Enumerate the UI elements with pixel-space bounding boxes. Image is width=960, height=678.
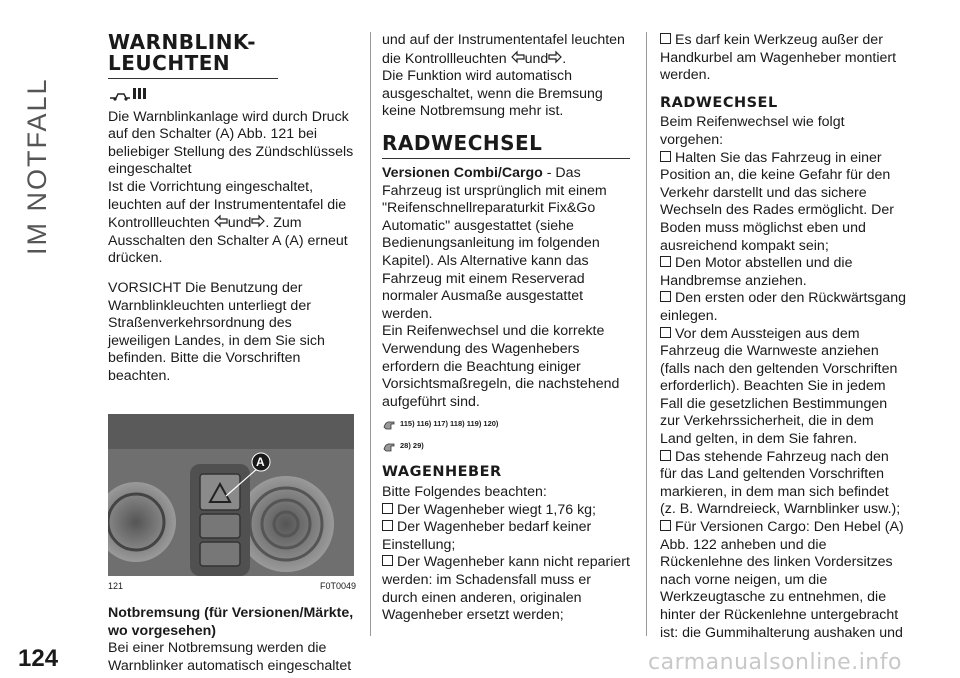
column-divider: [370, 32, 371, 636]
hazard-light-icons: [108, 85, 356, 107]
dashboard-photo: [108, 414, 354, 576]
paragraph: Bitte Folgendes beachten:: [382, 484, 547, 501]
reference-list: 28) 29): [382, 437, 630, 455]
list-item: Den Motor abstellen und die Handbremse anziehen.: [660, 255, 908, 290]
heading-radwechsel: RADWECHSEL: [382, 133, 630, 159]
turn-left-indicator-icon: [511, 50, 525, 64]
figure-code: F0T0049: [319, 580, 356, 591]
turn-right-indicator-icon: [251, 214, 265, 228]
reference-list: 115) 116) 117) 118) 119) 120): [382, 415, 630, 433]
turn-left-indicator-icon: [214, 214, 228, 228]
heading-wagenheber: WAGENHEBER: [382, 464, 502, 481]
list-item: Vor dem Aussteigen aus dem Fahrzeug die Warnweste anziehen (falls nach den geltenden Vorschriften erforderlich). Beachten Sie in jedem Fall die gesetzlichen Bestimmungen zur Verkehrssicherheit, die in dem Land gelten, in dem Sie fahren.: [660, 326, 908, 449]
list-item: Der Wagenheber bedarf keiner Einstellung;: [382, 519, 630, 554]
list-item: Das stehende Fahrzeug nach den für das Land geltenden Vorschriften markieren, in dem man sich befindet (z. B. Warndreieck, Warnblinker usw.);: [660, 449, 908, 519]
column-2: [382, 32, 630, 625]
figure-caption: [108, 578, 356, 596]
heading-warnblinkleuchten: WARNBLINK-LEUCHTEN: [108, 32, 278, 79]
heading-radwechsel-2: RADWECHSEL: [660, 94, 778, 111]
paragraph: Die Funktion wird automatisch ausgeschaltet, wenn die Bremsung keine Notbremsung mehr ist.: [382, 68, 603, 120]
paragraph: Versionen Combi/Cargo - Das Fahrzeug ist ursprünglich mit einem "Reifenschnellreparaturkit Fix&Go Automatic" ausgestattet (siehe Bedienungsanleitung im folgenden Kapitel). Als Alternative kann das Fahrzeug mit einem Reserverad normaler Ausmaße ausgestattet werden.: [382, 164, 607, 322]
figure-hazard-switch: [108, 414, 354, 576]
paragraph: Die Warnblinkanlage wird durch Druck auf den Schalter (A) Abb. 121 bei beliebiger Stellung des Zündschlüssels eingeschaltet: [108, 108, 354, 178]
page-number: 124: [18, 645, 59, 672]
list-item: Den ersten oder den Rückwärtsgang einlegen.: [660, 290, 907, 324]
section-sidebar-title: IM NOTFALL: [22, 77, 52, 255]
vehicle-warning-icon: [108, 85, 152, 101]
figure-callout-a: A: [256, 454, 265, 469]
subheading-notbremsung: Notbremsung (für Versionen/Märkte, wo vorgesehen): [108, 605, 354, 639]
list-item: Es darf kein Werkzeug außer der Handkurbel am Wagenheber montiert werden.: [660, 32, 908, 85]
hand-pointer-icon: [382, 439, 396, 453]
list-item: Für Versionen Cargo: Den Hebel (A) Abb. 122 anheben und die Rückenlehne des linken Vordersitzes nach vorne neigen, um die Werkzeugtasche zu entnehmen, die hinter der Rückenlehne untergebracht ist: die Gummihalterung aushaken und: [660, 519, 908, 642]
turn-right-indicator-icon: [548, 50, 562, 64]
column-3: [660, 32, 908, 642]
column-1: [108, 32, 356, 675]
subheading-versionen: Versionen Combi/Cargo: [382, 164, 543, 181]
column-divider: [646, 32, 647, 636]
watermark: carmanualsonline.info: [648, 650, 902, 675]
paragraph: Ein Reifenwechsel und die korrekte Verwendung des Wagenhebers erfordern die Beachtung einiger Vorsichtsmaßregeln, die nachstehend aufgeführt sind.: [382, 323, 620, 410]
list-item: Der Wagenheber kann nicht repariert werden: im Schadensfall muss er durch einen anderen, originalen Wagenheber ersetzt werden;: [382, 554, 630, 624]
paragraph: Bei einer Notbremsung werden die Warnblinker automatisch eingeschaltet: [108, 640, 352, 674]
paragraph: Beim Reifenwechsel wie folgt vorgehen:: [660, 114, 845, 148]
hand-pointer-icon: [382, 417, 396, 431]
paragraph: und auf der Instrumententafel leuchten die Kontrollleuchten und .: [382, 32, 625, 67]
figure-number: 121: [108, 580, 124, 591]
caution-paragraph: VORSICHT Die Benutzung der Warnblinkleuchten unterliegt der Straßenverkehrsordnung des jeweiligen Landes, in dem Sie sich befinden. Bitte die Vorschriften beachten.: [108, 279, 325, 384]
list-item: Halten Sie das Fahrzeug in einer Position an, die keine Gefahr für den Verkehr darstellt und das sichere Wechseln des Rades ermöglicht. Der Boden muss möglichst eben und ausreichend kompakt sein;: [660, 150, 908, 256]
list-item: Der Wagenheber wiegt 1,76 kg;: [382, 502, 630, 520]
paragraph: Ist die Vorrichtung eingeschaltet, leuchten auf der Instrumententafel die Kontrollleuchten und . Zum Ausschalten den Schalter A (A) erneut drücken.: [108, 178, 348, 267]
